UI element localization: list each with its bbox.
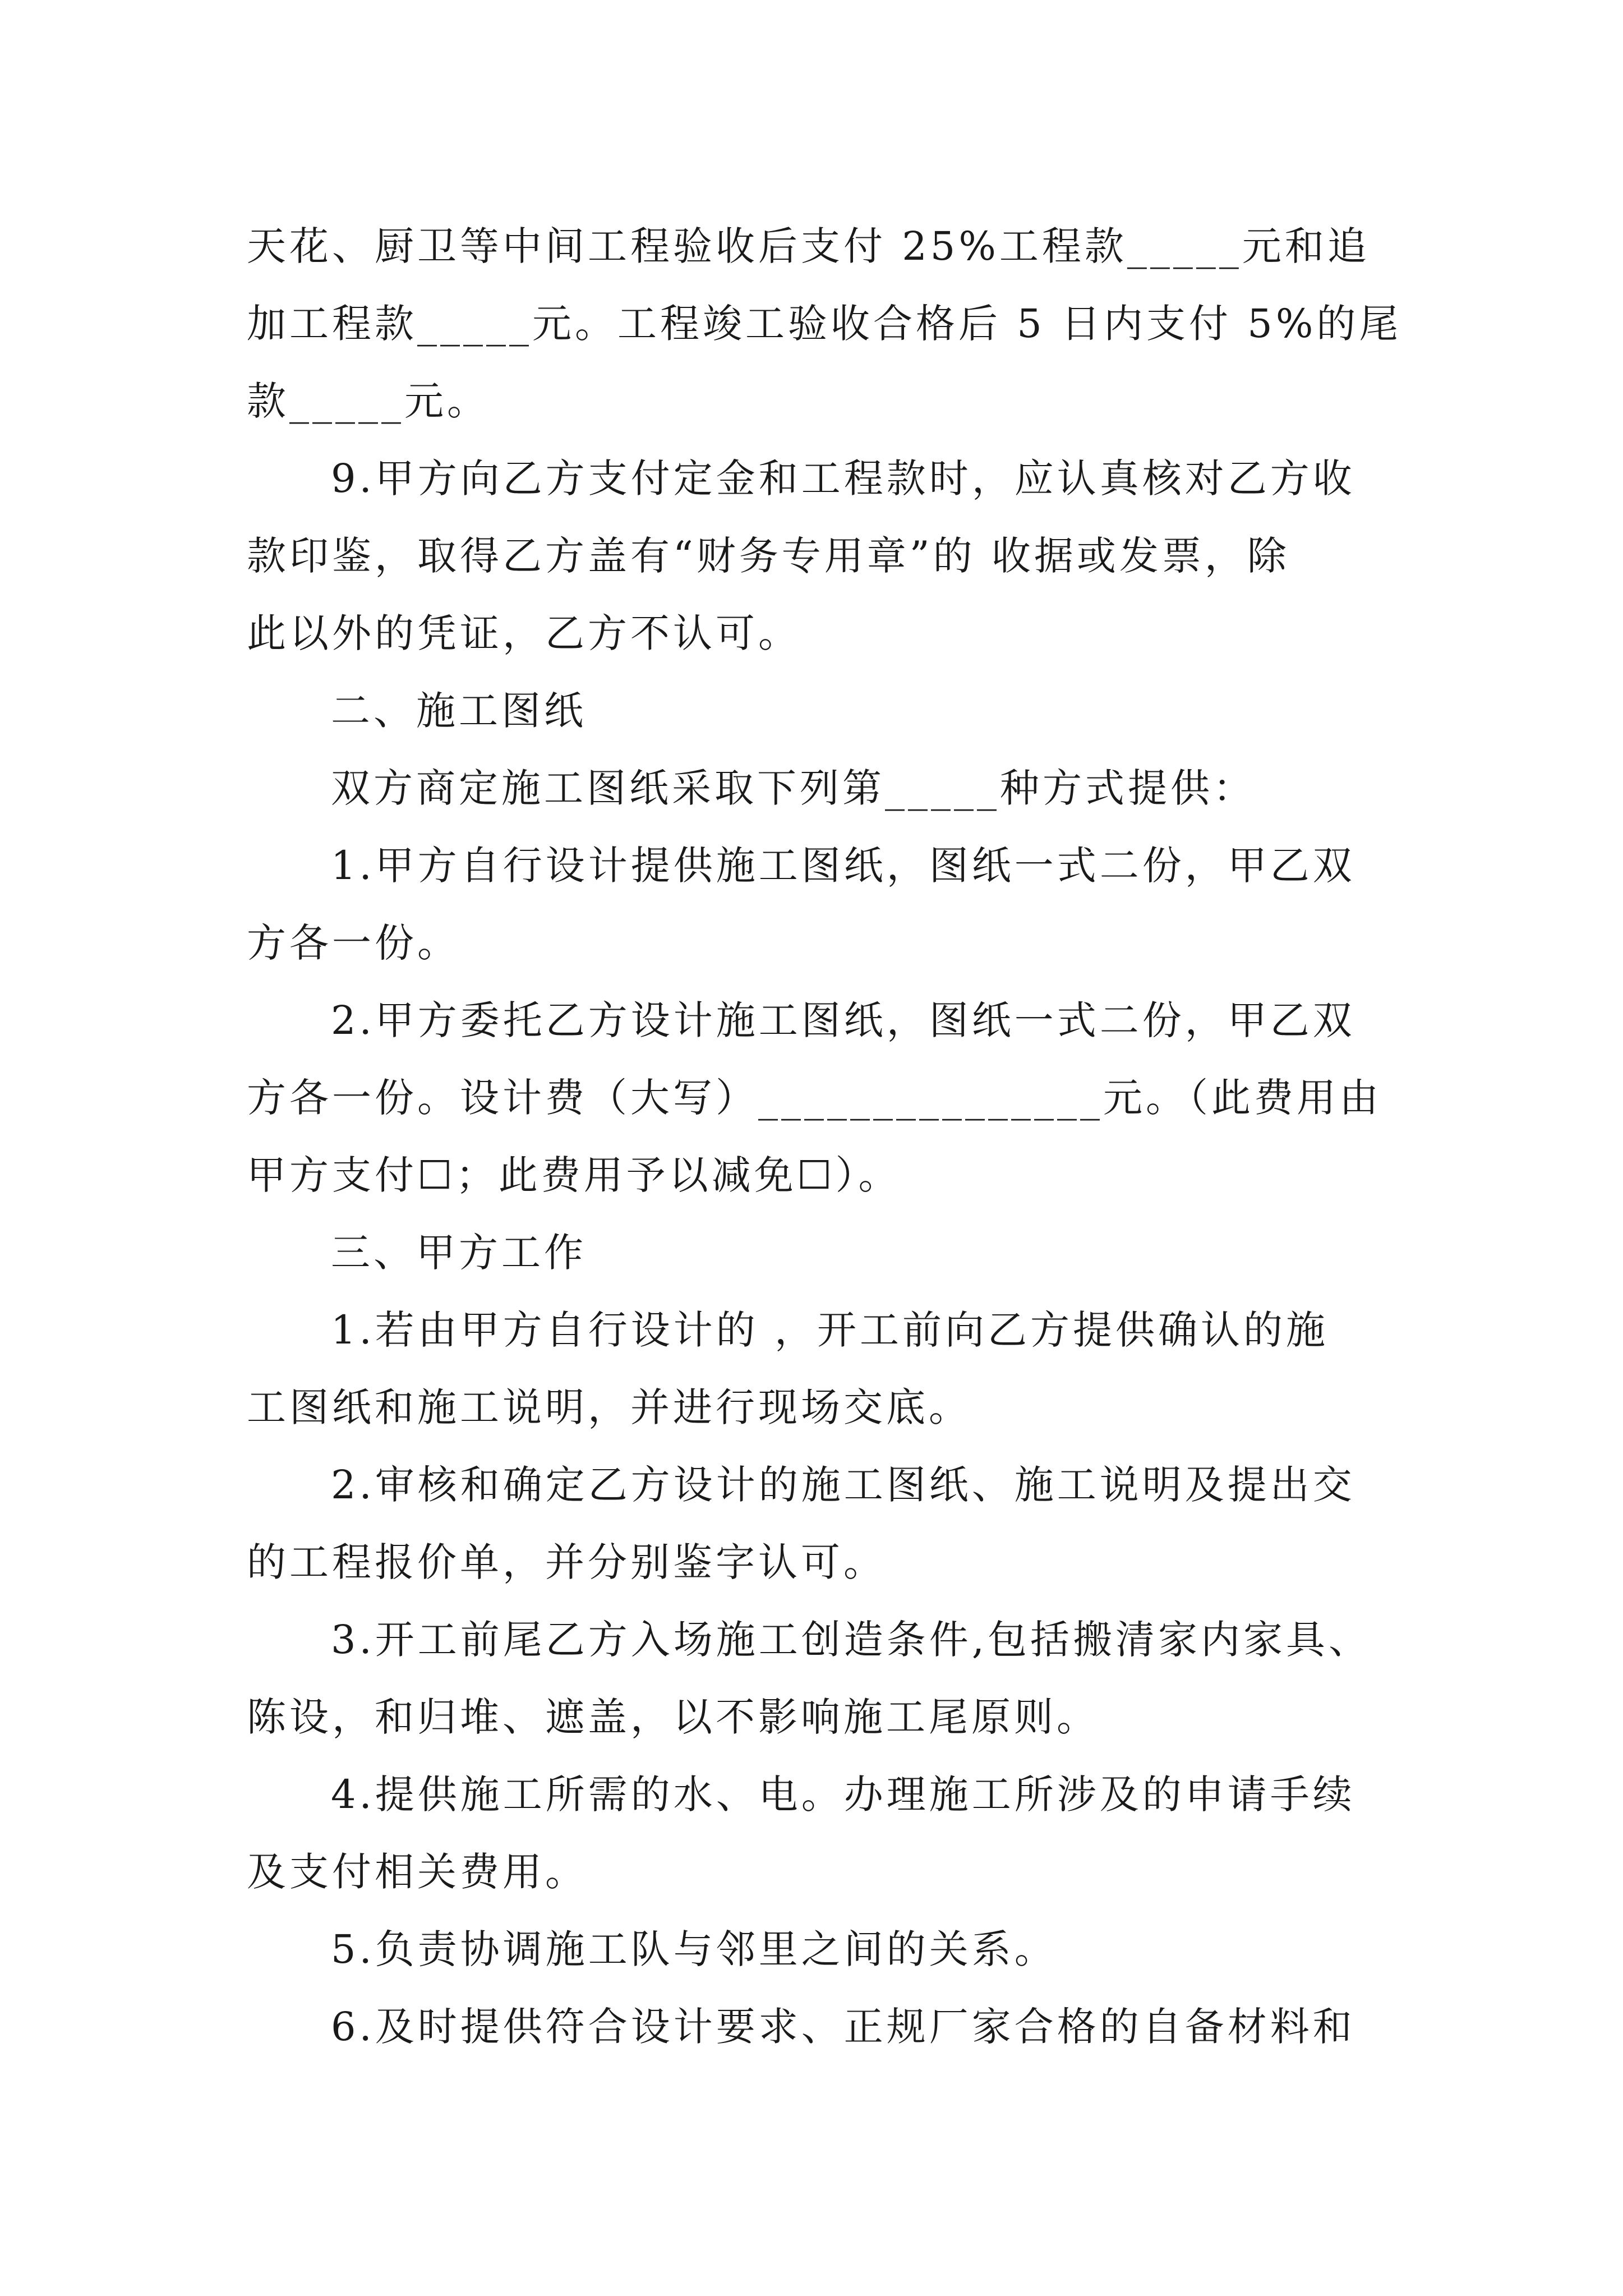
text-line: 1.若由甲方自行设计的 ，开工前向乙方提供确认的施 [331, 1307, 1329, 1353]
text-line: 6.及时提供符合设计要求、正规厂家合格的自备材料和 [331, 2004, 1355, 2050]
text-line: 甲方支付☐；此费用予以减免☐）。 [247, 1152, 901, 1198]
text-line: 2.审核和确定乙方设计的施工图纸、施工说明及提出交 [331, 1462, 1355, 1508]
text-line: 加工程款_____元。工程竣工验收合格后 5 日内支付 5%的尾 [247, 301, 1402, 347]
text-line: 5.负责协调施工队与邻里之间的关系。 [331, 1926, 1057, 1972]
text-line: 4.提供施工所需的水、电。办理施工所涉及的申请手续 [331, 1772, 1355, 1818]
text-line: 9.甲方向乙方支付定金和工程款时，应认真核对乙方收 [331, 455, 1355, 501]
text-line: 2.甲方委托乙方设计施工图纸，图纸一式二份，甲乙双 [331, 997, 1355, 1043]
text-line: 二、施工图纸 [331, 688, 587, 734]
text-line: 1.甲方自行设计提供施工图纸，图纸一式二份，甲乙双 [331, 843, 1355, 889]
text-line: 及支付相关费用。 [247, 1849, 588, 1895]
text-line: 方各一份。 [247, 920, 460, 966]
text-line: 款_____元。 [247, 378, 490, 424]
text-line: 三、甲方工作 [331, 1230, 587, 1276]
text-line: 双方商定施工图纸采取下列第_____种方式提供： [331, 765, 1256, 811]
text-line: 方各一份。设计费（大写）_______________元。（此费用由 [247, 1075, 1382, 1121]
document-body [247, 208, 1402, 2065]
text-line: 此以外的凭证，乙方不认可。 [247, 610, 801, 656]
text-line: 3.开工前尾乙方入场施工创造条件,包括搬清家内家具、 [331, 1617, 1372, 1663]
text-line: 款印鉴，取得乙方盖有“财务专用章”的 收据或发票，除 [247, 533, 1290, 579]
text-line: 天花、厨卫等中间工程验收后支付 25%工程款_____元和追 [247, 223, 1370, 269]
text-line: 工图纸和施工说明，并进行现场交底。 [247, 1384, 971, 1430]
text-line: 的工程报价单，并分别鉴字认可。 [247, 1539, 886, 1585]
text-line: 陈设，和归堆、遮盖，以不影响施工尾原则。 [247, 1694, 1099, 1740]
